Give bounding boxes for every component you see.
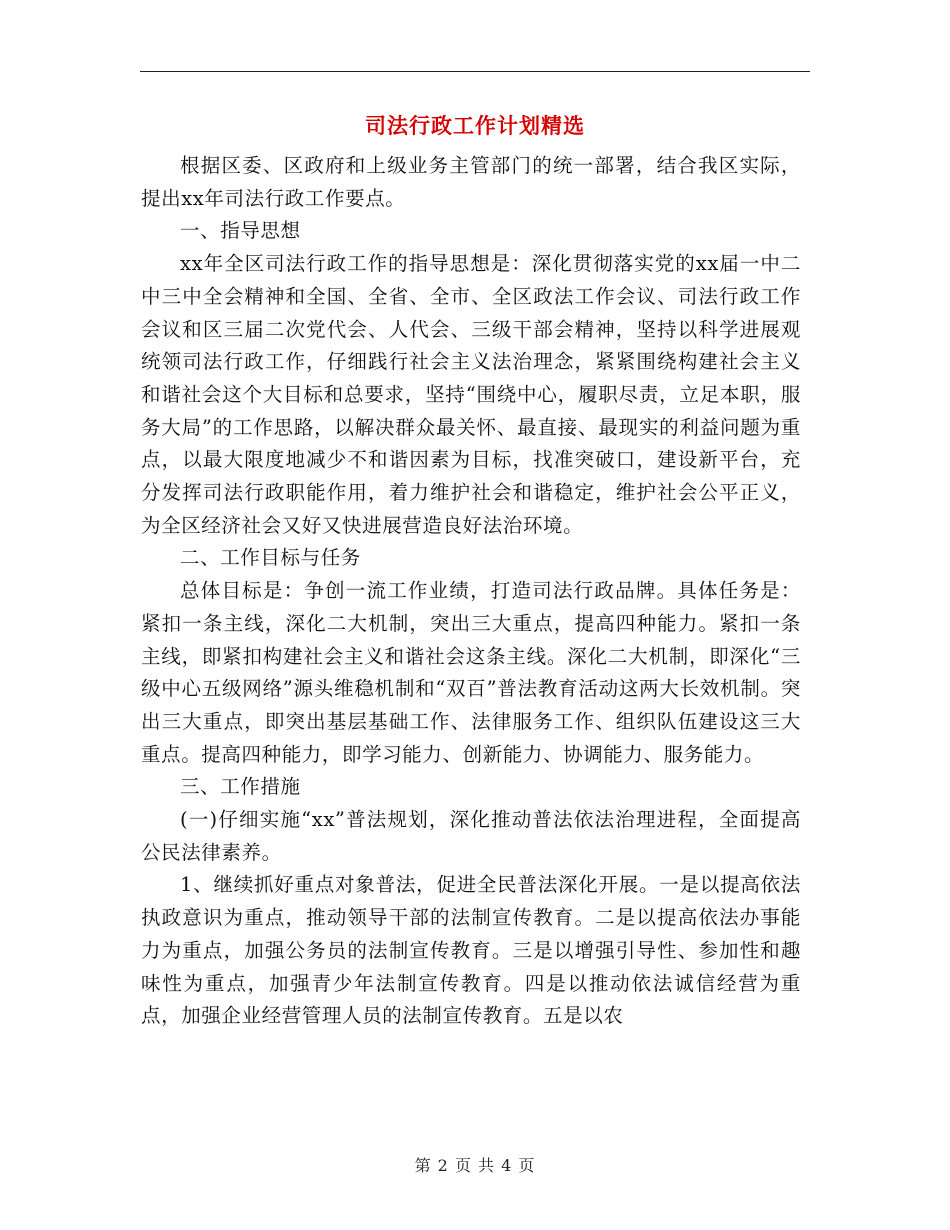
paragraph-measure-1: (一)仔细实施“xx”普法规划，深化推动普法依法治理进程，全面提高公民法律素养。 <box>141 808 801 864</box>
paragraph-intro: 根据区委、区政府和上级业务主管部门的统一部署，结合我区实际，提出xx年司法行政工作要点。 <box>141 154 801 210</box>
header-rule <box>140 71 810 72</box>
heading-goals-tasks: 二、工作目标与任务 <box>180 546 361 570</box>
heading-work-measures: 三、工作措施 <box>180 775 301 799</box>
heading-guiding-ideology: 一、指导思想 <box>180 219 301 243</box>
paragraph-goals-tasks: 总体目标是：争创一流工作业绩，打造司法行政品牌。具体任务是：紧扣一条主线，深化二大机制，突出三大重点，提高四种能力。紧扣一条主线，即紧扣构建社会主义和谐社会这条主线。深化二大机制，即深化“三级中心五级网络”源头维稳机制和“双百”普法教育活动这两大长效机制。突出三大重点，即突出基层基础工作、法律服务工作、组织队伍建设这三大重点。提高四种能力，即学习能力、创新能力、协调能力、服务能力。 <box>141 579 801 766</box>
document-body <box>141 150 801 1033</box>
document-title: 司法行政工作计划精选 <box>365 113 585 138</box>
paragraph-measure-1-1: 1、继续抓好重点对象普法，促进全民普法深化开展。一是以提高依法执政意识为重点，推动领导干部的法制宣传教育。二是以提高依法办事能力为重点，加强公务员的法制宣传教育。三是以增强引导性、参加性和趣味性为重点，加强青少年法制宣传教育。四是以推动依法诚信经营为重点，加强企业经营管理人员的法制宣传教育。五是以农 <box>141 873 801 1028</box>
page-number: 第 2 页 共 4 页 <box>414 1156 536 1175</box>
paragraph-guiding-ideology: xx年全区司法行政工作的指导思想是：深化贯彻落实党的xx届一中二中三中全会精神和全国、全省、全市、全区政法工作会议、司法行政工作会议和区三届二次党代会、人代会、三级干部会精神，坚持以科学进展观统领司法行政工作，仔细践行社会主义法治理念，紧紧围绕构建社会主义和谐社会这个大目标和总要求，坚持“围绕中心，履职尽责，立足本职，服务大局”的工作思路，以解决群众最关怀、最直接、最现实的利益问题为重点，以最大限度地减少不和谐因素为目标，找准突破口，建设新平台，充分发挥司法行政职能作用，着力维护社会和谐稳定，维护社会公平正义，为全区经济社会又好又快进展营造良好法治环境。 <box>141 252 801 537</box>
